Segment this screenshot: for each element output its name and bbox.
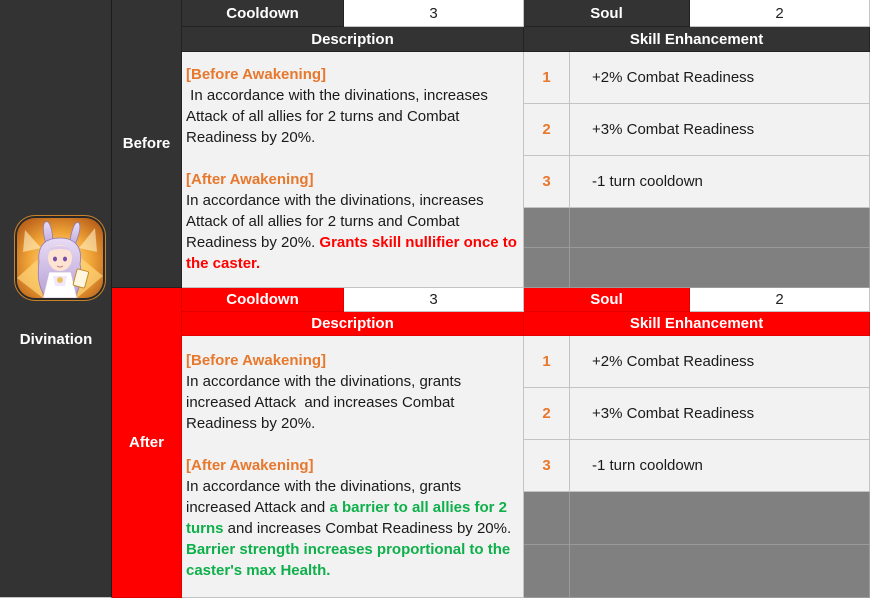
state-after-label: After	[112, 288, 182, 598]
after-cooldown-value: 3	[344, 288, 524, 312]
after-enhancement-header: Skill Enhancement	[524, 312, 870, 336]
awakening-tag: [After Awakening]	[186, 171, 314, 188]
enhancement-level: 3	[524, 156, 570, 208]
enhancement-text: -1 turn cooldown	[570, 156, 870, 208]
description-text: In accordance with the divinations, grants increased Attack and	[186, 478, 462, 516]
state-before-label: Before	[112, 0, 182, 288]
before-description-header: Description	[182, 27, 524, 52]
empty-cell	[570, 545, 870, 598]
enhancement-text: +2% Combat Readiness	[570, 336, 870, 388]
after-soul-label: Soul	[524, 288, 690, 312]
before-enhancement-header: Skill Enhancement	[524, 27, 870, 52]
awakening-tag: [Before Awakening]	[186, 66, 327, 83]
before-soul-label: Soul	[524, 0, 690, 27]
description-highlight: a barrier to all allies for 2 turns	[186, 499, 508, 537]
enhancement-text: +2% Combat Readiness	[570, 52, 870, 104]
empty-cell	[570, 248, 870, 288]
divination-skill-icon	[17, 218, 103, 298]
description-highlight: Grants skill nullifier once to the caster.	[186, 234, 517, 272]
skill-name: Divination	[19, 331, 93, 348]
enhancement-level: 2	[524, 388, 570, 440]
after-soul-value: 2	[690, 288, 870, 312]
description-highlight: Barrier strength increases proportional to the caster's max Health.	[186, 541, 511, 579]
enhancement-level: 2	[524, 104, 570, 156]
empty-cell	[524, 545, 570, 598]
after-description-header: Description	[182, 312, 524, 336]
empty-cell	[570, 492, 870, 545]
description-text: In accordance with the divinations, grants increased Attack and increases Combat Readiness by 20%.	[186, 373, 466, 432]
before-cooldown-value: 3	[344, 0, 524, 27]
description-text: In accordance with the divinations, increases Attack of all allies for 2 turns and Combat Readiness by 20%.	[186, 192, 484, 251]
enhancement-level: 1	[524, 52, 570, 104]
empty-cell	[524, 208, 570, 248]
empty-cell	[570, 208, 870, 248]
enhancement-text: +3% Combat Readiness	[570, 388, 870, 440]
before-description	[182, 52, 524, 288]
enhancement-level: 1	[524, 336, 570, 388]
awakening-tag: [After Awakening]	[186, 457, 314, 474]
before-soul-value: 2	[690, 0, 870, 27]
enhancement-level: 3	[524, 440, 570, 492]
before-cooldown-label: Cooldown	[182, 0, 344, 27]
after-description	[182, 336, 524, 598]
description-text: In accordance with the divinations, increases Attack of all allies for 2 turns and Combat Readiness by 20%.	[186, 87, 492, 146]
skill-cell	[0, 0, 112, 598]
enhancement-text: -1 turn cooldown	[570, 440, 870, 492]
after-cooldown-label: Cooldown	[182, 288, 344, 312]
empty-cell	[524, 248, 570, 288]
description-text: and increases Combat Readiness by 20%.	[223, 520, 512, 537]
awakening-tag: [Before Awakening]	[186, 352, 327, 369]
enhancement-text: +3% Combat Readiness	[570, 104, 870, 156]
empty-cell	[524, 492, 570, 545]
